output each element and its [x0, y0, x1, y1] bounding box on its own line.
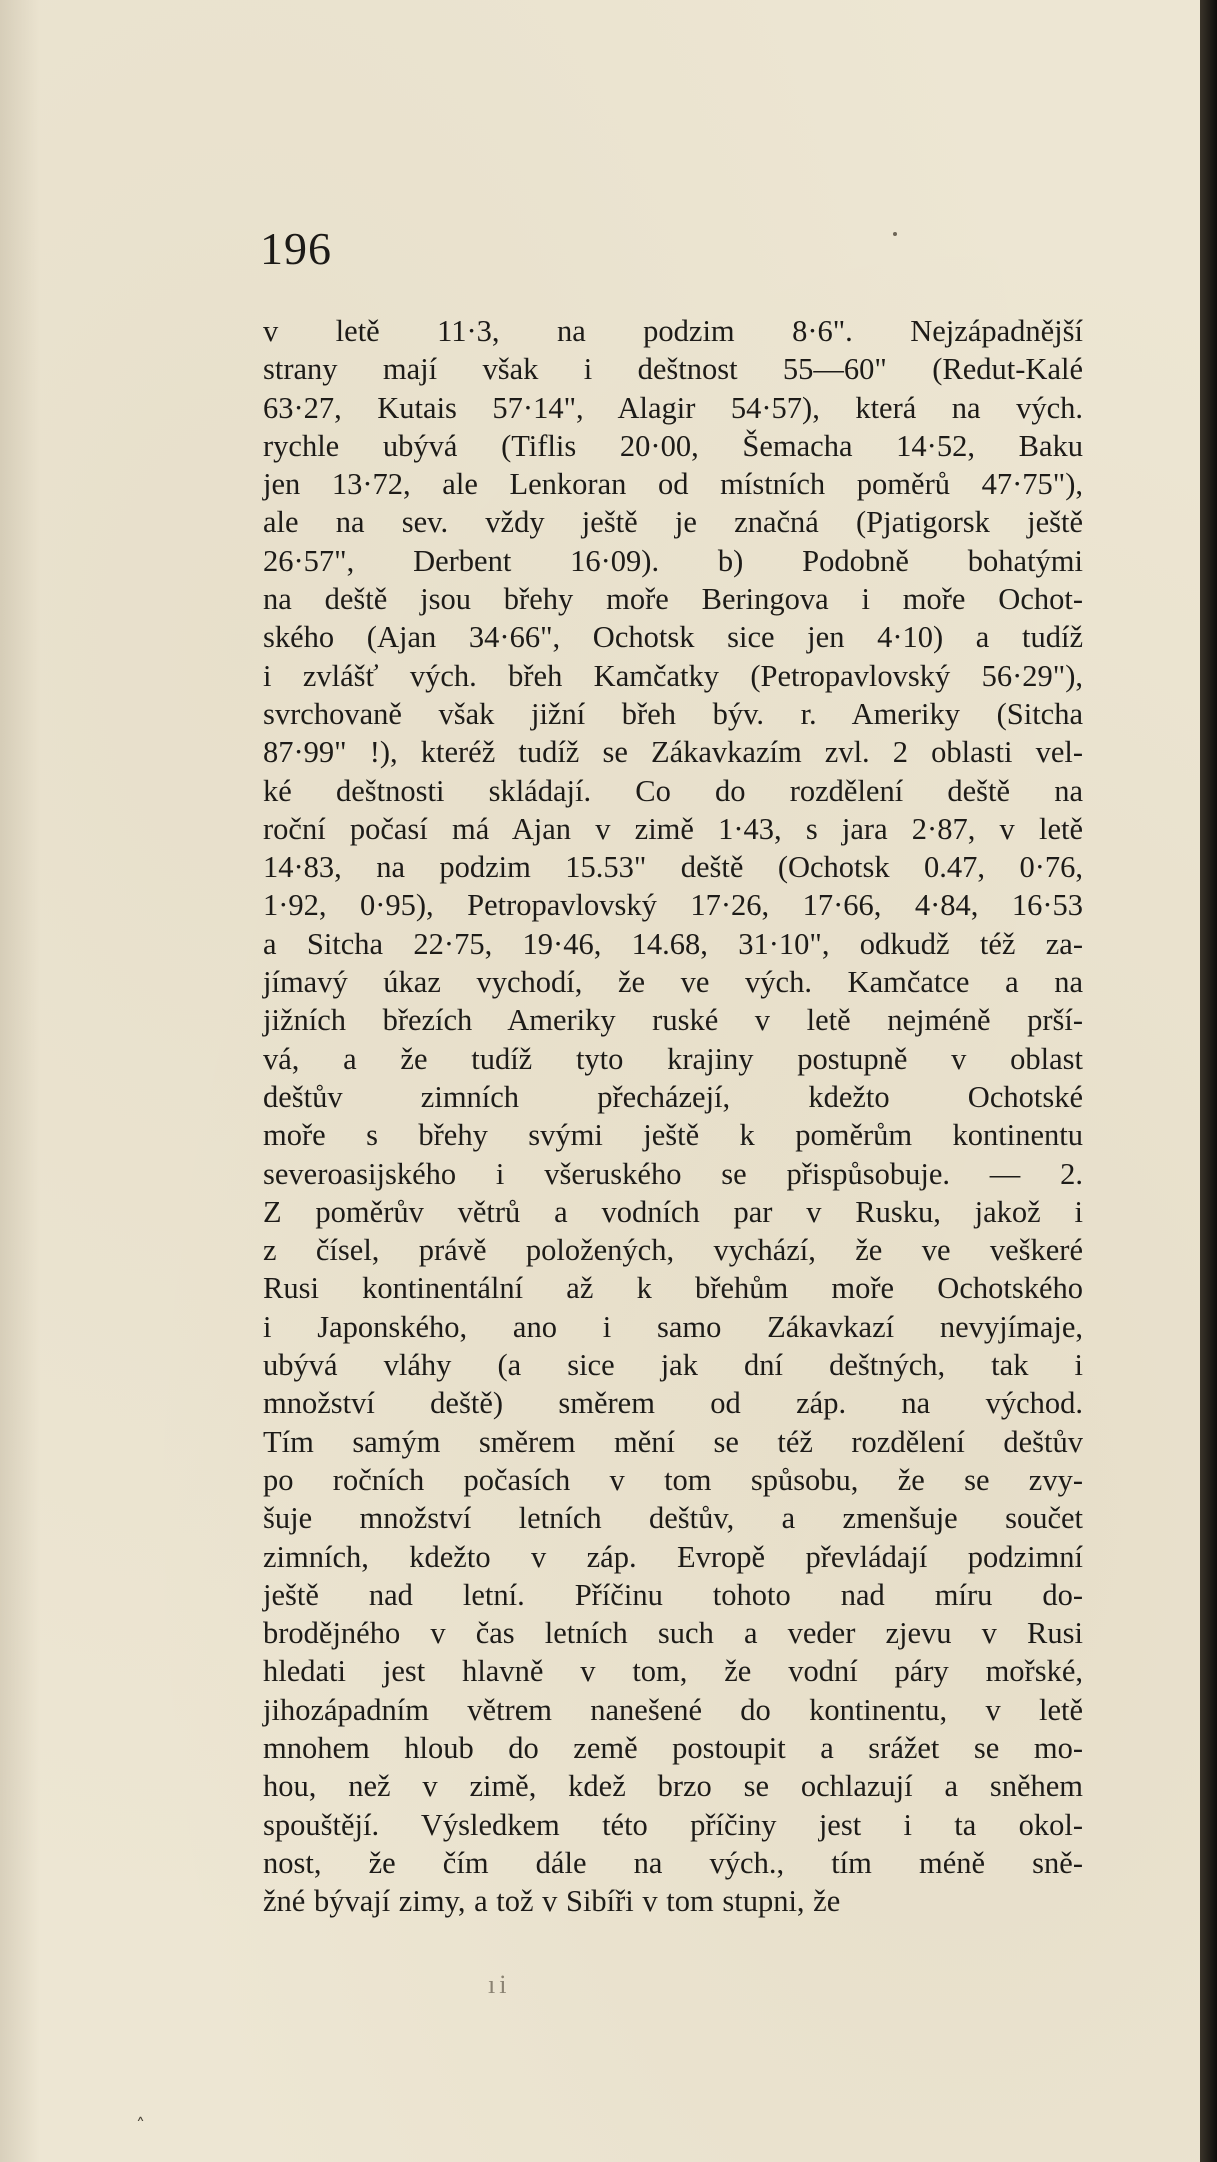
text-line: ké deštnosti skládají. Co do rozdělení deště na	[263, 773, 1083, 808]
text-line: na deště jsou břehy moře Beringova i moře Ochot-	[263, 582, 1083, 617]
text-line: Z poměrův větrů a vodních par v Rusku, jakož i	[263, 1194, 1083, 1229]
text-line: severoasijského i všeruského se přispůsobuje. — 2.	[263, 1156, 1083, 1191]
text-line: vá, a že tudíž tyto krajiny postupně v oblast	[263, 1041, 1083, 1076]
text-line: šuje množství letních deštův, a zmenšuje součet	[263, 1501, 1083, 1536]
text-line: ského (Ajan 34·66", Ochotsk sice jen 4·10) a tudíž	[263, 620, 1083, 655]
text-line: 1·92, 0·95), Petropavlovský 17·26, 17·66, 4·84, 16·53	[263, 888, 1083, 923]
text-line: i zvlášť vých. břeh Kamčatky (Petropavlovský 56·29"),	[263, 658, 1083, 693]
text-line: roční počasí má Ajan v zimě 1·43, s jara 2·87, v letě	[263, 811, 1083, 846]
text-line: 63·27, Kutais 57·14", Alagir 54·57), která na vých.	[263, 390, 1083, 425]
text-line: jižních březích Ameriky ruské v letě nejméně prší-	[263, 1003, 1083, 1038]
text-line: množství deště) směrem od záp. na východ.	[263, 1386, 1083, 1421]
text-line: Rusi kontinentální až k břehům moře Ochotského	[263, 1271, 1083, 1306]
text-line: mnohem hloub do země postoupit a srážet se mo-	[263, 1730, 1083, 1765]
text-line: ještě nad letní. Příčinu tohoto nad míru do-	[263, 1577, 1083, 1612]
text-line: deštův zimních přecházejí, kdežto Ochotské	[263, 1079, 1083, 1114]
text-line: hledati jest hlavně v tom, že vodní páry mořské,	[263, 1654, 1083, 1689]
text-line: jen 13·72, ale Lenkoran od místních poměrů 47·75"),	[263, 467, 1083, 502]
text-line: hou, než v zimě, kdež brzo se ochlazují a sněhem	[263, 1769, 1083, 1804]
text-line: jihozápadním větrem nanešené do kontinentu, v letě	[263, 1692, 1083, 1727]
text-line: nost, že čím dále na vých., tím méně sně-	[263, 1845, 1083, 1880]
text-line: moře s břehy svými ještě k poměrům kontinentu	[263, 1118, 1083, 1153]
page-edge-shadow	[1200, 0, 1217, 2162]
text-line: v letě 11·3, na podzim 8·6". Nejzápadnější	[263, 314, 1083, 348]
body-text	[263, 312, 1083, 1920]
text-line: Tím samým směrem mění se též rozdělení deštův	[263, 1424, 1083, 1459]
text-line: 14·83, na podzim 15.53" deště (Ochotsk 0.47, 0·76,	[263, 850, 1083, 885]
text-line: žné bývají zimy, a tož v Sibíři v tom stupni, že	[263, 1884, 841, 1919]
text-line: 26·57", Derbent 16·09). b) Podobně bohatými	[263, 543, 1083, 578]
ink-speck	[893, 232, 897, 236]
text-line: po ročních počasích v tom spůsobu, že se zvy-	[263, 1462, 1083, 1497]
text-line: svrchovaně však jižní břeh býv. r. Ameriky (Sitcha	[263, 696, 1083, 731]
text-line: rychle ubývá (Tiflis 20·00, Šemacha 14·52, Baku	[263, 428, 1083, 463]
text-line: zimních, kdežto v záp. Evropě převládají podzimní	[263, 1539, 1083, 1574]
text-line: ubývá vláhy (a sice jak dní deštných, tak i	[263, 1348, 1083, 1383]
printer-signature-mark: ıi	[488, 1970, 511, 1999]
text-line: spouštějí. Výsledkem této příčiny jest i ta okol-	[263, 1807, 1083, 1842]
page-number: 196	[260, 223, 332, 274]
text-line: 87·99" !), kteréž tudíž se Zákavkazím zvl. 2 oblasti vel-	[263, 735, 1083, 770]
text-line: i Japonského, ano i samo Zákavkazí nevyjímaje,	[263, 1309, 1083, 1344]
stray-ink-mark: ˄	[136, 2115, 145, 2136]
text-line: strany mají však i deštnost 55—60" (Redut-Kalé	[263, 352, 1083, 387]
text-line: brodějného v čas letních such a veder zjevu v Rusi	[263, 1616, 1083, 1651]
text-line: ale na sev. vždy ještě je značná (Pjatigorsk ještě	[263, 505, 1083, 540]
text-line: z čísel, právě položených, vychází, že ve veškeré	[263, 1233, 1083, 1268]
text-line: jímavý úkaz vychodí, že ve vých. Kamčatce a na	[263, 965, 1083, 1000]
text-line: a Sitcha 22·75, 19·46, 14.68, 31·10", odkudž též za-	[263, 926, 1083, 961]
